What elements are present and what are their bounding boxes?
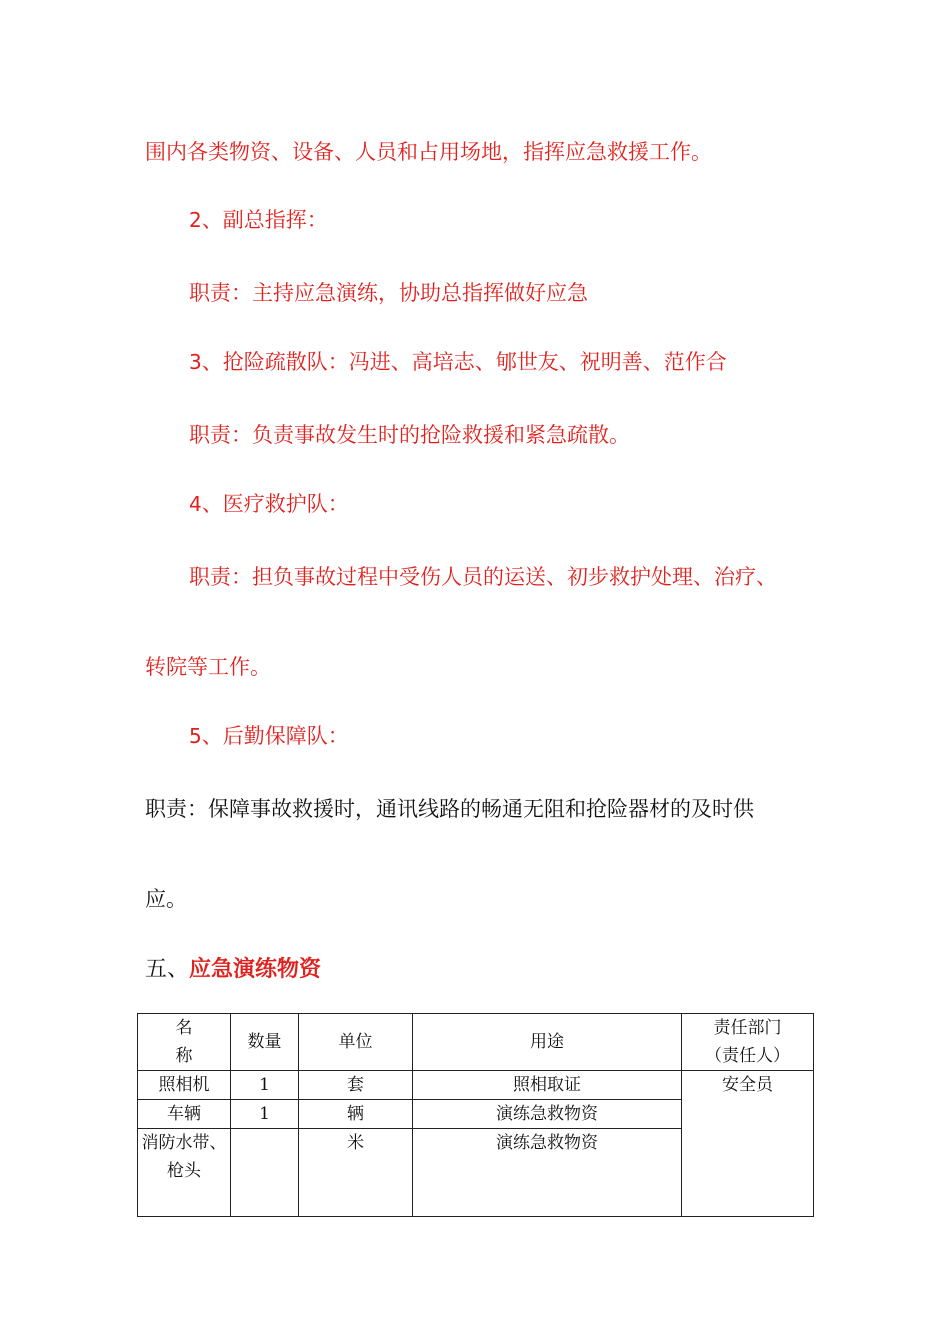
item-number: 5 <box>189 724 202 748</box>
cell-name: 照相机 <box>138 1071 231 1100</box>
header-quantity: 数量 <box>231 1014 299 1071</box>
text-line: 围内各类物资、设备、人员和占用场地，指挥应急救援工作。 <box>145 140 712 164</box>
cell-use: 照相取证 <box>413 1071 682 1100</box>
item-heading-rescue-team <box>189 347 727 377</box>
cell-quantity <box>231 1129 299 1217</box>
text-line: 转院等工作。 <box>145 655 271 679</box>
text-line: 应。 <box>145 887 187 911</box>
cell-quantity: 1 <box>231 1071 299 1100</box>
item-number: 2 <box>189 208 202 232</box>
table-row <box>138 1071 814 1100</box>
cell-unit: 米 <box>299 1129 413 1217</box>
section-heading <box>145 954 321 985</box>
item-title: 、医疗救护队： <box>201 492 349 516</box>
header-responsible: 责任部门 （责任人） <box>682 1014 814 1071</box>
section-prefix: 五、 <box>145 957 190 982</box>
materials-table <box>137 1013 814 1217</box>
item-title: 、抢险疏散队：冯进、高培志、郇世友、祝明善、范作合 <box>201 350 727 374</box>
cell-responsible: 安全员 <box>682 1071 814 1217</box>
cell-use: 演练急救物资 <box>413 1100 682 1129</box>
text-line: 职责：主持应急演练，协助总指挥做好应急 <box>189 281 588 305</box>
item-heading-deputy-commander <box>189 205 328 235</box>
text-line: 职责：担负事故过程中受伤人员的运送、初步救护处理、治疗、 <box>189 565 777 589</box>
section-title: 应急演练物资 <box>189 956 322 982</box>
cell-name: 车辆 <box>138 1100 231 1129</box>
header-name: 名 称 <box>138 1014 231 1071</box>
cell-unit: 套 <box>299 1071 413 1100</box>
table-header-row <box>138 1014 814 1071</box>
cell-use: 演练急救物资 <box>413 1129 682 1217</box>
cell-quantity: 1 <box>231 1100 299 1129</box>
item-heading-logistics-team <box>189 721 349 751</box>
cell-name: 消防水带、枪头 <box>138 1129 231 1217</box>
header-use: 用途 <box>413 1014 682 1071</box>
item-title: 、后勤保障队： <box>201 724 349 748</box>
text-line: 职责：负责事故发生时的抢险救援和紧急疏散。 <box>189 423 630 447</box>
header-unit: 单位 <box>299 1014 413 1071</box>
cell-unit: 辆 <box>299 1100 413 1129</box>
item-title: 、副总指挥： <box>201 208 328 232</box>
item-number: 4 <box>189 492 202 516</box>
text-line: 职责：保障事故救援时，通讯线路的畅通无阻和抢险器材的及时供 <box>145 797 754 821</box>
item-heading-medical-team <box>189 489 349 519</box>
item-number: 3 <box>189 350 202 374</box>
